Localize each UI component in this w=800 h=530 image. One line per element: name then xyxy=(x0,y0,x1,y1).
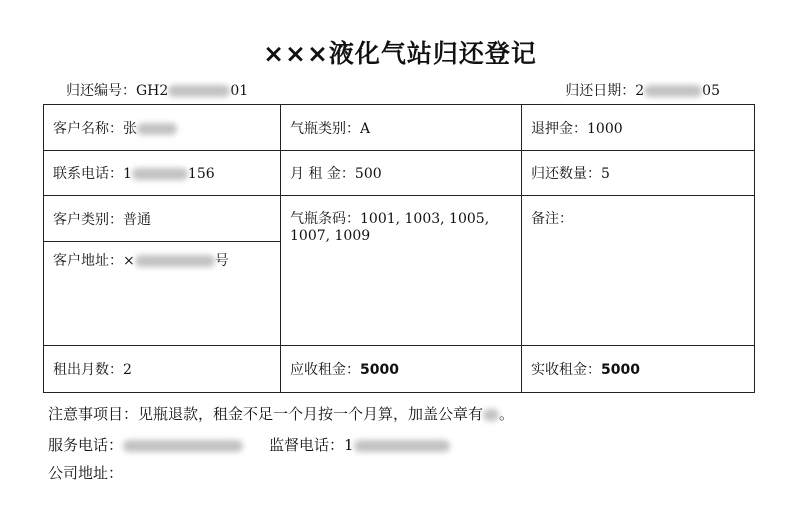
return-date-value-prefix: 2 xyxy=(635,83,645,99)
customer-address-value-suffix: 号 xyxy=(214,253,229,269)
table-row xyxy=(44,105,755,151)
return-qty-value: 5 xyxy=(601,166,610,182)
return-number xyxy=(66,80,248,100)
deposit-refund-cell xyxy=(522,105,755,151)
return-form-table xyxy=(43,104,755,393)
return-number-value-suffix: 01 xyxy=(230,83,249,99)
rent-received-value: 5000 xyxy=(601,362,640,378)
return-qty-label: 归还数量： xyxy=(531,166,601,182)
months-rented-label: 租出月数： xyxy=(53,362,123,378)
customer-address-value-prefix: × xyxy=(123,253,135,269)
return-date-value-suffix: 05 xyxy=(702,83,720,99)
phone-label: 联系电话： xyxy=(53,166,123,182)
rent-receivable-cell xyxy=(281,346,522,393)
phone-value-prefix: 1 xyxy=(123,166,132,182)
redacted-blur xyxy=(132,168,188,180)
redacted-blur xyxy=(644,85,702,97)
page-title: ×××液化气站归还登记 xyxy=(263,39,537,68)
redacted-blur xyxy=(123,440,243,452)
months-rented-cell xyxy=(44,346,281,393)
return-number-label: 归还编号： xyxy=(66,83,136,99)
supervision-phone-prefix: 1 xyxy=(344,436,354,454)
redacted-blur xyxy=(354,440,450,452)
customer-name-label: 客户名称： xyxy=(53,120,123,137)
cylinder-type-cell xyxy=(281,105,522,151)
service-phone-label: 服务电话： xyxy=(48,436,124,454)
attention-text: 注意事项目：见瓶退款，租金不足一个月按一个月算，加盖公章有 xyxy=(48,405,484,423)
customer-type-label: 客户类别： xyxy=(53,211,123,228)
cylinder-type-label: 气瓶类别： xyxy=(290,120,360,137)
cylinder-codes-cell xyxy=(281,196,522,346)
rent-receivable-label: 应收租金： xyxy=(290,362,360,378)
deposit-refund-label: 退押金： xyxy=(531,120,587,137)
return-date-label: 归还日期： xyxy=(565,83,636,99)
cylinder-codes-value: 1001, 1003, 1005, 1007, 1009 xyxy=(290,211,490,244)
supervision-phone-label: 监督电话： xyxy=(269,436,345,454)
redacted-blur xyxy=(168,85,230,97)
table-row xyxy=(44,151,755,196)
table-row xyxy=(44,196,755,242)
company-address-note xyxy=(48,462,123,483)
months-rented-value: 2 xyxy=(123,362,132,378)
attention-note xyxy=(48,403,514,424)
rent-received-label: 实收租金： xyxy=(531,362,601,378)
rent-receivable-value: 5000 xyxy=(360,362,399,378)
phone-notes xyxy=(48,434,450,455)
remarks-cell xyxy=(522,196,755,346)
cylinder-codes-label: 气瓶条码： xyxy=(290,211,360,227)
phone-cell xyxy=(44,151,281,196)
company-address-label: 公司地址： xyxy=(48,464,124,482)
customer-name-value: 张 xyxy=(123,120,137,137)
attention-end: 。 xyxy=(499,405,515,423)
customer-name-cell xyxy=(44,105,281,151)
customer-type-value: 普通 xyxy=(123,211,151,228)
customer-address-cell xyxy=(44,242,281,346)
redacted-blur xyxy=(137,123,177,135)
cylinder-type-value: A xyxy=(360,120,371,137)
redacted-blur xyxy=(135,255,215,267)
return-number-value-prefix: GH2 xyxy=(136,83,169,99)
customer-address-label: 客户地址： xyxy=(53,253,123,269)
customer-type-cell xyxy=(44,196,281,242)
monthly-rent-value: 500 xyxy=(354,166,382,182)
phone-value-suffix: 156 xyxy=(187,166,215,182)
redacted-blur xyxy=(483,409,499,421)
return-date xyxy=(565,80,720,100)
monthly-rent-cell xyxy=(281,151,522,196)
return-qty-cell xyxy=(522,151,755,196)
remarks-label: 备注： xyxy=(531,211,573,227)
rent-received-cell xyxy=(522,346,755,393)
table-row xyxy=(44,346,755,393)
monthly-rent-label: 月 租 金： xyxy=(290,166,355,182)
deposit-refund-value: 1000 xyxy=(587,120,623,137)
